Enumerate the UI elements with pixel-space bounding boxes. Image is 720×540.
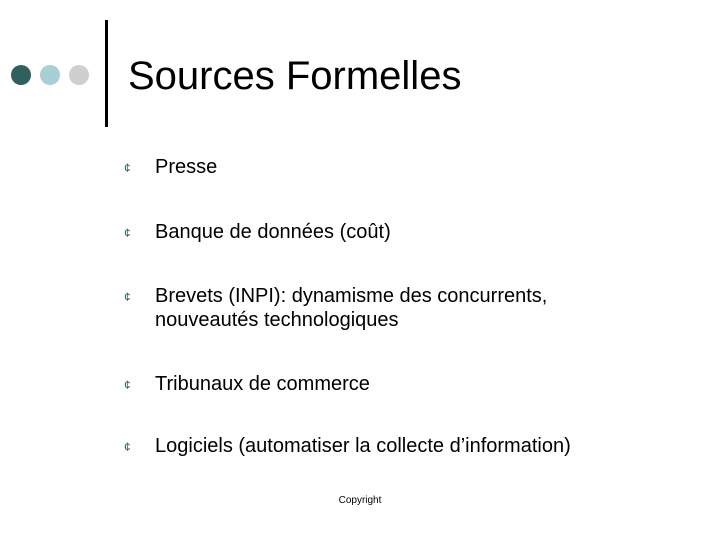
- bullet-text: Logiciels (automatiser la collecte d’information): [155, 435, 571, 457]
- copyright-footer: Copyright: [338, 495, 382, 506]
- bullet-icon: ¢: [124, 440, 131, 454]
- bullet-icon: ¢: [124, 378, 131, 392]
- bullet-text: Brevets (INPI): dynamisme des concurrents, nouveautés technologiques: [155, 285, 548, 331]
- bullet-item-presse: [124, 155, 684, 179]
- slide-title: Sources Formelles: [128, 54, 462, 98]
- bullet-item-brevets: [124, 284, 684, 332]
- bullet-icon: ¢: [124, 161, 131, 175]
- bullet-text: Banque de données (coût): [155, 221, 391, 243]
- bullet-item-logiciels: [124, 434, 684, 458]
- bullet-item-tribunaux: [124, 372, 684, 396]
- bullet-item-banque-de-donnees: [124, 220, 684, 244]
- bullet-icon: ¢: [124, 226, 131, 240]
- bullet-text: Tribunaux de commerce: [155, 373, 370, 395]
- bullet-text: Presse: [155, 156, 218, 178]
- bullet-icon: ¢: [124, 290, 131, 304]
